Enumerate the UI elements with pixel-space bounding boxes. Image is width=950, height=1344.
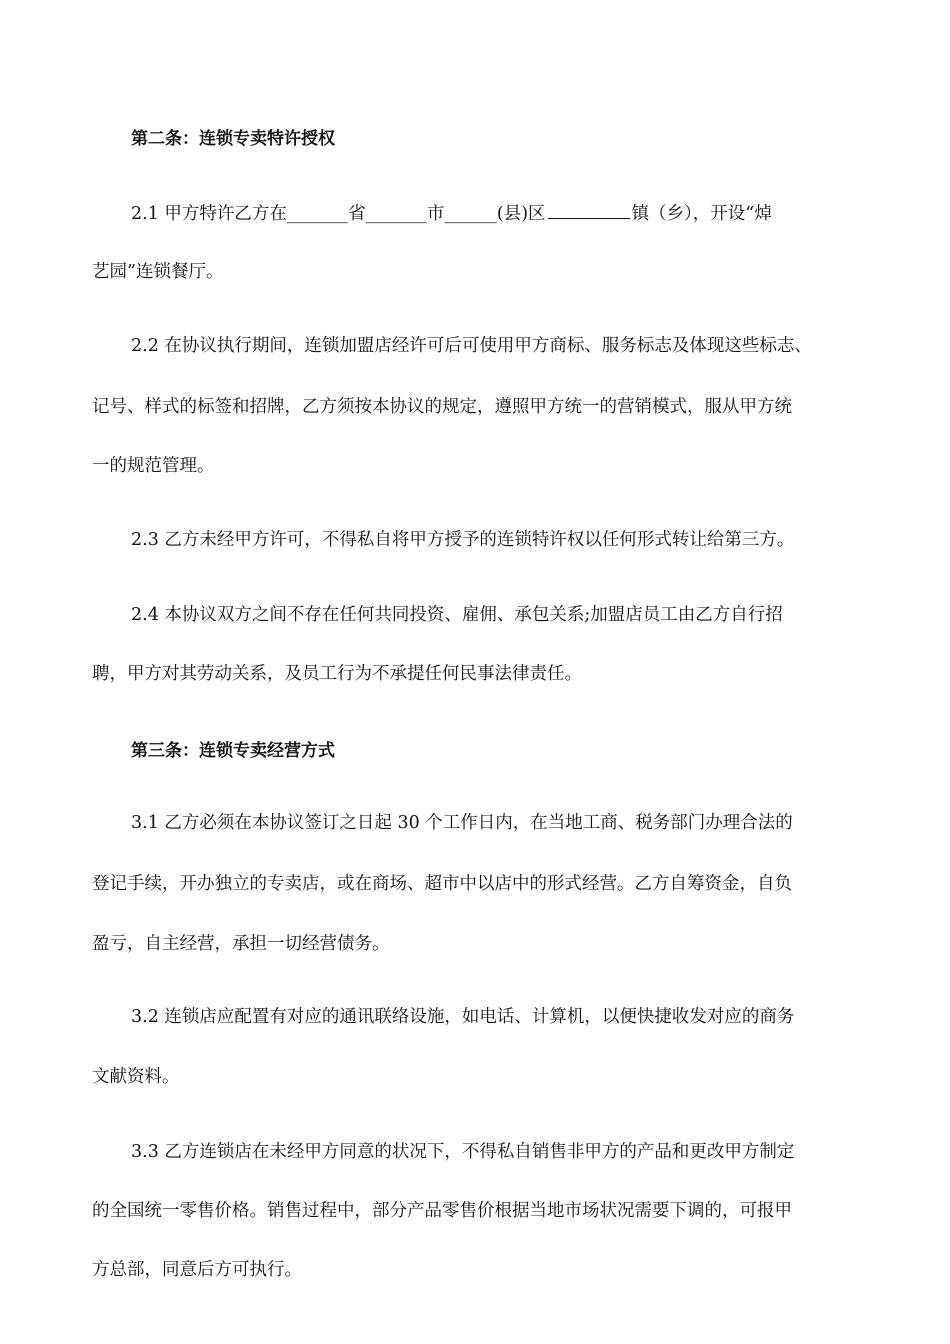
clause-3-2-line-1: 3.2 连锁店应配置有对应的通讯联络设施，如电话、计算机，以便快捷收发对应的商务 — [131, 1007, 795, 1027]
clause-3-2-line-2: 文献资料。 — [92, 1067, 180, 1087]
clause-3-1-line-3: 盈亏，自主经营，承担一切经营债务。 — [92, 934, 390, 954]
article-2-heading: 第二条：连锁专卖特许授权 — [131, 129, 335, 149]
clause-3-3-line-3: 方总部，同意后方可执行。 — [92, 1260, 302, 1280]
article-3-heading: 第三条：连锁专卖经营方式 — [131, 741, 335, 761]
clause-2-1-text-b: 镇（乡），开设“焯 — [631, 204, 772, 224]
clause-2-1-line-1 — [131, 200, 772, 225]
clause-2-2-line-1: 2.2 在协议执行期间，连锁加盟店经许可后可使用甲方商标、服务标志及体现这些标志、 — [131, 336, 812, 356]
clause-2-4-line-2: 聘，甲方对其劳动关系，及员工行为不承提任何民事法律责任。 — [92, 664, 582, 684]
clause-2-3-line-1: 2.3 乙方未经甲方许可，不得私自将甲方授予的连锁特许权以任何形式转让给第三方。 — [131, 530, 795, 550]
clause-2-2-line-3: 一的规范管理。 — [92, 456, 215, 476]
clause-3-3-line-2: 的全国统一零售价格。销售过程中，部分产品零售价根据当地市场状况需要下调的，可报甲 — [92, 1201, 792, 1221]
clause-2-4-line-1: 2.4 本协议双方之间不存在任何共同投资、雇佣、承包关系;加盟店员工由乙方自行招 — [131, 605, 783, 625]
town-blank — [548, 200, 630, 219]
clause-3-3-line-1: 3.3 乙方连锁店在未经甲方同意的状况下，不得私自销售非甲方的产品和更改甲方制定 — [131, 1142, 795, 1162]
clause-3-1-line-2: 登记手续，开办独立的专卖店，或在商场、超市中以店中的形式经营。乙方自筹资金，自负 — [92, 874, 792, 894]
clause-3-1-line-1: 3.1 乙方必须在本协议签订之日起 30 个工作日内，在当地工商、税务部门办理合法的 — [131, 813, 793, 833]
clause-2-1-line-2: 艺园”连锁餐厅。 — [92, 262, 224, 282]
clause-2-2-line-2: 记号、样式的标签和招牌，乙方须按本协议的规定，遵照甲方统一的营销模式，服从甲方统 — [92, 397, 792, 417]
clause-2-1-text-a: 2.1 甲方特许乙方在_______省_______市______(县)区 — [131, 204, 546, 224]
